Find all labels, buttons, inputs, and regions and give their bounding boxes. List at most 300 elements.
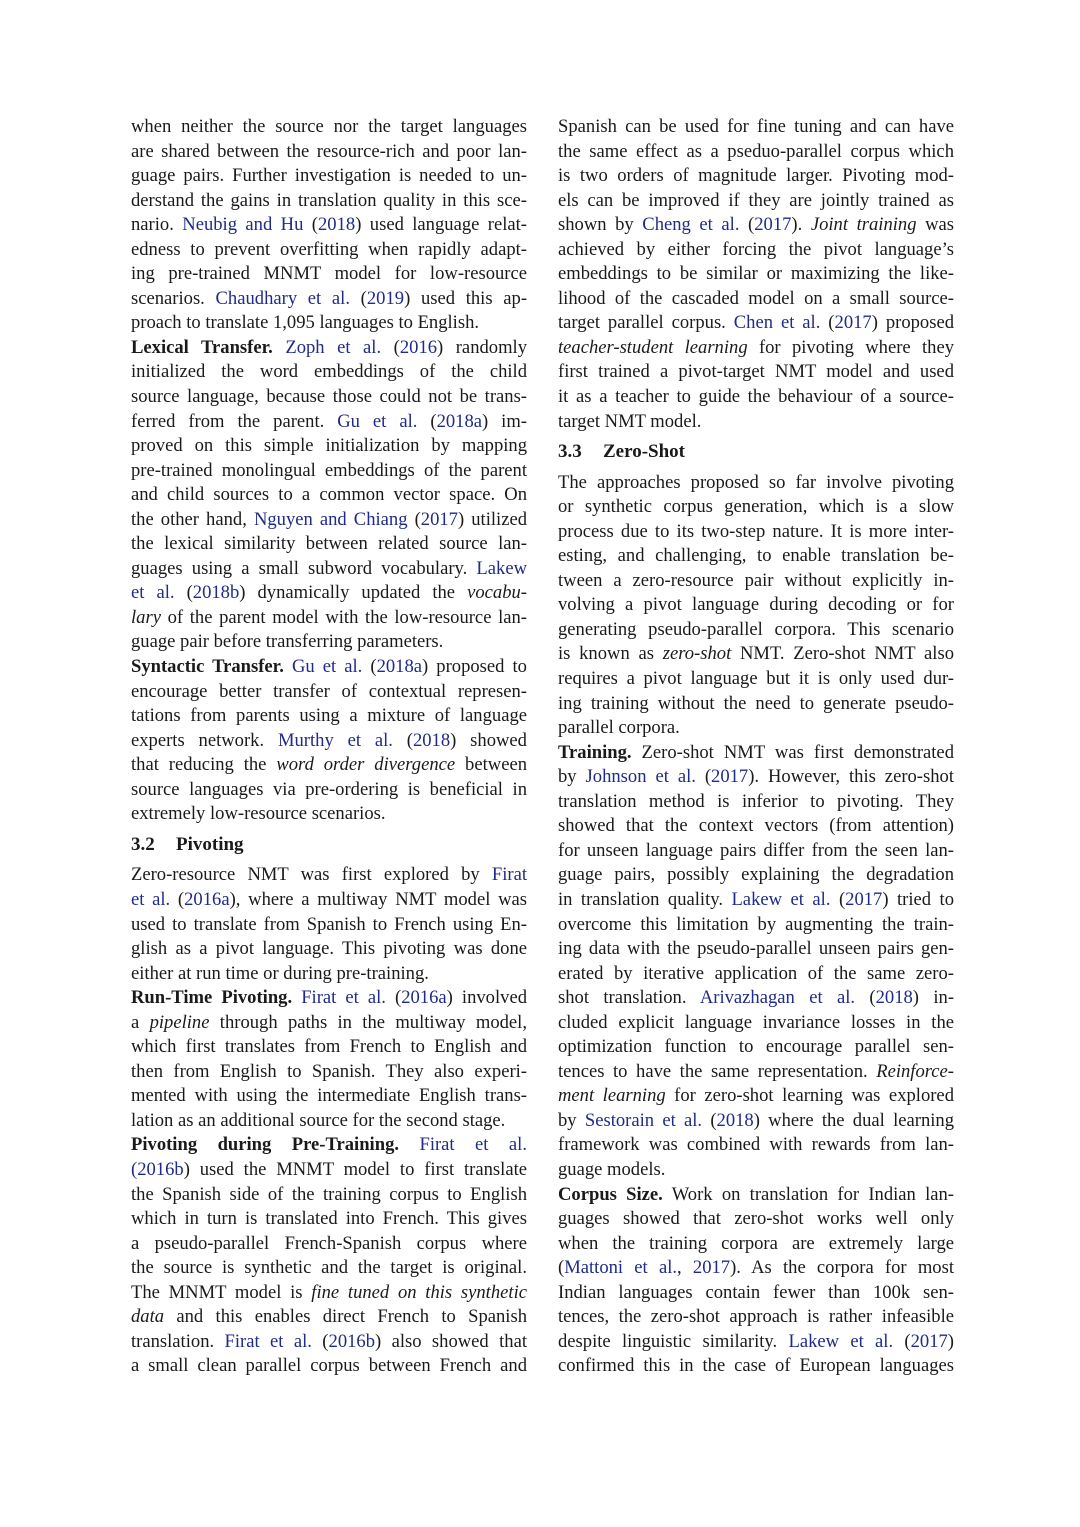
- body-text: by: [558, 1109, 585, 1131]
- body-text: by: [558, 766, 586, 788]
- body-text: [292, 987, 301, 1008]
- body-text: when neither the source nor the target languages: [131, 116, 527, 137]
- text-line: [558, 189, 954, 214]
- body-text: embeddings to be similar or maximizing the like-: [558, 263, 954, 285]
- body-text: (: [174, 582, 193, 604]
- citation-link[interactable]: Neubig and Hu: [182, 214, 304, 236]
- body-text: ) dynamically updated the: [239, 582, 468, 604]
- run-in-heading: Lexical Transfer.: [131, 336, 273, 358]
- text-line: [558, 1060, 954, 1085]
- text-line: [131, 937, 527, 962]
- body-text: for unseen language pairs differ from the seen lan-: [558, 839, 954, 861]
- citation-link[interactable]: Firat et al.: [419, 1134, 527, 1156]
- text-line: [131, 164, 527, 189]
- body-text: tations from parents using a mixture of language: [131, 705, 527, 727]
- body-text: ) used the MNMT model to first translate: [183, 1158, 527, 1180]
- body-text: ) showed: [450, 729, 527, 751]
- body-text: is known as: [558, 643, 663, 665]
- text-line: [558, 692, 954, 717]
- body-text: derstand the gains in translation quality in this sce-: [131, 189, 527, 211]
- citation-link[interactable]: Nguyen and Chiang: [253, 508, 408, 530]
- body-text: through paths in the multiway model,: [209, 1011, 527, 1033]
- body-text: The approaches proposed so far involve pivoting: [558, 471, 954, 493]
- body-text: the other hand,: [131, 508, 254, 530]
- body-text: and this enables direct French to Spanish: [164, 1306, 527, 1328]
- body-text: proach to translate 1,095 languages to English.: [131, 312, 480, 334]
- body-text: ) involved: [446, 987, 527, 1009]
- emphasis-text: vocabu-: [467, 582, 527, 604]
- text-line: [131, 410, 527, 435]
- text-line: [131, 483, 527, 508]
- text-line: [558, 937, 954, 962]
- text-line: [558, 1305, 954, 1330]
- body-text: (: [381, 336, 400, 358]
- body-text: (: [349, 287, 367, 309]
- text-line: [558, 741, 954, 766]
- citation-link[interactable]: 2016a: [401, 987, 447, 1009]
- emphasis-text: word order divergence: [276, 754, 456, 776]
- body-text: Work on translation for Indian lan-: [662, 1183, 954, 1205]
- text-line: [131, 778, 527, 803]
- citation-link[interactable]: Lakew et al.: [731, 888, 831, 910]
- text-line: [131, 557, 527, 582]
- body-text: that reducing the: [131, 754, 277, 776]
- emphasis-text: lary: [131, 606, 161, 628]
- body-text: (: [820, 312, 835, 334]
- body-text: are shared between the resource-rich and poor lan-: [131, 140, 527, 162]
- body-text: guages showed that zero-shot works well only: [558, 1208, 954, 1230]
- text-line: [558, 814, 954, 839]
- citation-link[interactable]: Gu et al.: [337, 410, 418, 432]
- text-line: [131, 863, 527, 888]
- text-line: [558, 962, 954, 987]
- text-line: [558, 1207, 954, 1232]
- body-text: ) utilized: [457, 508, 527, 530]
- body-text: when the training corpora are extremely large: [558, 1232, 954, 1254]
- text-line: [131, 655, 527, 680]
- body-text: ) where the dual learning: [753, 1109, 954, 1131]
- text-line: [131, 1207, 527, 1232]
- text-line: [558, 1256, 954, 1281]
- text-line: [131, 1281, 527, 1306]
- text-line: [131, 1330, 527, 1355]
- citation-link[interactable]: et al.: [131, 582, 175, 604]
- body-text: translation method is inferior to pivoting. They: [558, 790, 954, 812]
- text-line: [131, 802, 527, 827]
- body-text: despite linguistic similarity.: [558, 1330, 789, 1352]
- body-text: the lexical similarity between related source lan-: [131, 533, 527, 555]
- text-line: [558, 1330, 954, 1355]
- citation-link[interactable]: Sestorain et al.: [584, 1109, 703, 1131]
- text-line: [558, 888, 954, 913]
- body-text: tences, the zero-shot approach is rather infeasible: [558, 1306, 954, 1328]
- text-line: [558, 471, 954, 496]
- text-line: [558, 115, 954, 140]
- citation-link[interactable]: 2017: [692, 1257, 731, 1279]
- emphasis-text: data: [131, 1306, 165, 1328]
- citation-link[interactable]: 2018: [412, 729, 451, 751]
- text-line: [131, 287, 527, 312]
- text-line: [131, 459, 527, 484]
- body-text: [273, 337, 286, 358]
- body-text: ing pre-trained MNMT model for low-resource: [131, 263, 527, 285]
- body-text: ) proposed to: [422, 656, 527, 678]
- body-text: requires a pivot language but it is only used dur-: [558, 668, 954, 690]
- body-text: encourage better transfer of contextual represen-: [131, 680, 527, 702]
- body-text: nario.: [131, 214, 183, 236]
- citation-link[interactable]: Firat et al.: [301, 987, 386, 1009]
- body-text: guage pair before transferring parameters.: [131, 631, 444, 653]
- body-text: ,: [677, 1257, 693, 1279]
- text-line: [558, 360, 954, 385]
- body-text: (: [702, 1109, 717, 1131]
- text-line: [558, 544, 954, 569]
- body-text: pre-trained monolingual embeddings of the parent: [131, 459, 527, 481]
- citation-link[interactable]: 2017: [754, 214, 792, 236]
- text-line: [131, 1183, 527, 1208]
- citation-link[interactable]: Gu et al.: [291, 656, 363, 678]
- body-text: process due to its two-step nature. It is more inter-: [558, 520, 954, 542]
- text-line: [558, 765, 954, 790]
- body-text: ) also showed that: [375, 1330, 528, 1352]
- text-line: [558, 1084, 954, 1109]
- text-line: [131, 729, 527, 754]
- text-line: [131, 385, 527, 410]
- emphasis-text: ment learning: [558, 1085, 666, 1107]
- text-line: [131, 680, 527, 705]
- body-text: guage pairs, possibly explaining the degradation: [558, 864, 954, 886]
- body-text: The MNMT model is: [131, 1281, 312, 1303]
- citation-link[interactable]: 2018a: [436, 410, 483, 432]
- para-pivoting-pretraining: [131, 1133, 527, 1378]
- para-run-time-pivoting: [131, 986, 527, 1133]
- body-text: (: [362, 656, 377, 678]
- body-text: a: [131, 1011, 150, 1033]
- body-text: guage models.: [558, 1158, 666, 1180]
- emphasis-text: fine tuned on this synthetic: [311, 1281, 527, 1303]
- body-text: mented with using the intermediate English trans-: [131, 1085, 527, 1107]
- section-heading-zero-shot: [558, 440, 954, 465]
- citation-link[interactable]: 2018: [318, 214, 356, 236]
- body-text: target parallel corpus.: [558, 312, 734, 334]
- citation-link[interactable]: 2019: [366, 287, 405, 309]
- emphasis-text: pipeline: [149, 1011, 210, 1033]
- body-text: volving a pivot language during decoding or for: [558, 594, 954, 616]
- body-text: ). As the corpora for most: [730, 1257, 954, 1279]
- text-line: [131, 630, 527, 655]
- body-text: [284, 656, 292, 677]
- body-text: (: [407, 508, 421, 530]
- text-line: [558, 311, 954, 336]
- section-number: 3.3: [558, 441, 582, 463]
- citation-link[interactable]: 2017: [834, 312, 872, 334]
- text-line: [131, 360, 527, 385]
- body-text: of the parent model with the low-resource lan-: [160, 606, 527, 628]
- citation-link[interactable]: 2017: [420, 508, 458, 530]
- body-text: used to translate from Spanish to French using En-: [131, 913, 527, 935]
- run-in-heading: Run-Time Pivoting.: [131, 987, 293, 1009]
- citation-link[interactable]: 2016b: [137, 1158, 184, 1180]
- text-line: [558, 213, 954, 238]
- text-line: [131, 1011, 527, 1036]
- body-text: the source is synthetic and the target is original.: [131, 1257, 527, 1279]
- para-training: [558, 741, 954, 1183]
- text-line: [558, 1133, 954, 1158]
- emphasis-text: Reinforce-: [876, 1060, 954, 1082]
- text-line: [131, 753, 527, 778]
- body-text: experts network.: [131, 729, 278, 751]
- text-line: [131, 606, 527, 631]
- run-in-heading: Corpus Size.: [558, 1183, 663, 1205]
- citation-link[interactable]: et al.: [131, 888, 171, 910]
- body-text: tences to have the same representation.: [558, 1060, 877, 1082]
- body-text: between: [455, 754, 527, 776]
- body-text: ), where a multiway NMT model was: [229, 888, 528, 910]
- emphasis-text: teacher-student learning: [558, 336, 748, 358]
- citation-link[interactable]: Zoph et al.: [285, 336, 382, 358]
- text-line: [131, 888, 527, 913]
- text-line: [131, 434, 527, 459]
- section-number: 3.2: [131, 833, 155, 855]
- text-line: [131, 913, 527, 938]
- run-in-heading: Pivoting during Pre-Training.: [131, 1134, 400, 1156]
- body-text: initialized the word embeddings of the child: [131, 361, 527, 383]
- text-line: [558, 1109, 954, 1134]
- text-line: [558, 164, 954, 189]
- body-text: overcome this limitation by augmenting the train-: [558, 913, 954, 935]
- body-text: ).: [791, 214, 811, 236]
- body-text: it as a teacher to guide the behaviour of a source-: [558, 386, 954, 408]
- citation-link[interactable]: Firat: [491, 864, 527, 886]
- body-text: the Spanish side of the training corpus to English: [131, 1183, 527, 1205]
- body-text: lation as an additional source for the second stage.: [131, 1109, 506, 1131]
- para-pivoting-intro: [131, 863, 527, 986]
- body-text: (: [558, 1257, 565, 1279]
- citation-link[interactable]: 2016: [399, 336, 438, 358]
- body-text: (: [170, 888, 185, 910]
- body-text: ): [947, 1330, 954, 1352]
- body-text: shown by: [558, 214, 643, 236]
- text-line: [558, 1183, 954, 1208]
- para-lexical-transfer: [131, 336, 527, 655]
- body-text: (: [855, 987, 876, 1009]
- body-text: ) im-: [482, 410, 527, 432]
- text-line: [558, 385, 954, 410]
- body-text: (: [303, 214, 318, 236]
- citation-link[interactable]: Lakew et al.: [788, 1330, 894, 1352]
- body-text: edness to prevent overfitting when rapidly adapt-: [131, 238, 527, 260]
- text-line: [558, 839, 954, 864]
- emphasis-text: Joint training: [810, 214, 917, 236]
- para-corpus-size: [558, 1183, 954, 1379]
- citation-link[interactable]: 2017: [845, 888, 883, 910]
- body-text: (: [893, 1330, 911, 1352]
- citation-link[interactable]: Arivazhagan et al.: [699, 987, 856, 1009]
- text-line: [131, 962, 527, 987]
- text-line: [131, 213, 527, 238]
- body-text: ) proposed: [871, 312, 954, 334]
- body-text: els can be improved if they are jointly trained as: [558, 189, 954, 211]
- text-line: [131, 262, 527, 287]
- citation-link[interactable]: 2018b: [192, 582, 240, 604]
- text-line: [558, 618, 954, 643]
- body-text: source language, because those could not be trans-: [131, 386, 527, 408]
- citation-link[interactable]: Firat et al.: [224, 1330, 312, 1352]
- body-text: ferred from the parent.: [131, 410, 338, 432]
- text-line: [131, 1232, 527, 1257]
- text-line: [131, 189, 527, 214]
- body-text: Zero-shot NMT was first demonstrated: [631, 741, 954, 763]
- body-text: framework was combined with rewards from lan-: [558, 1134, 954, 1156]
- body-text: ing training without the need to generate pseudo-: [558, 692, 954, 714]
- text-line: [558, 495, 954, 520]
- text-line: [558, 287, 954, 312]
- body-text: which first translates from French to English and: [131, 1036, 527, 1058]
- citation-link[interactable]: Mattoni et al.: [564, 1257, 678, 1279]
- citation-link[interactable]: Lakew: [476, 557, 527, 579]
- citation-link[interactable]: (: [131, 1158, 138, 1180]
- body-text: scenarios.: [131, 287, 216, 309]
- body-text: NMT. Zero-shot NMT also: [731, 643, 954, 665]
- body-text: [399, 1134, 419, 1155]
- body-text: source languages via pre-ordering is beneficial in: [131, 778, 527, 800]
- body-text: ). However, this zero-shot: [748, 766, 954, 788]
- citation-link[interactable]: Cheng et al.: [642, 214, 740, 236]
- body-text: glish as a pivot language. This pivoting was done: [131, 938, 527, 960]
- text-line: [558, 410, 954, 435]
- para-syntactic-transfer: [131, 655, 527, 827]
- text-line: [131, 1084, 527, 1109]
- body-text: extremely low-resource scenarios.: [131, 803, 386, 825]
- text-line: [131, 311, 527, 336]
- citation-link[interactable]: Chaudhary et al.: [215, 287, 350, 309]
- citation-link[interactable]: 2018a: [376, 656, 423, 678]
- body-text: optimization function to encourage parallel sen-: [558, 1036, 954, 1058]
- body-text: was: [916, 214, 955, 236]
- text-line: [131, 1305, 527, 1330]
- para-zero-shot-intro: [558, 471, 954, 741]
- text-line: [131, 581, 527, 606]
- text-line: [131, 140, 527, 165]
- text-line: [558, 140, 954, 165]
- text-line: [558, 336, 954, 361]
- body-text: confirmed this in the case of European languages: [558, 1355, 954, 1377]
- body-text: tween a zero-resource pair without explicitly in-: [558, 569, 954, 591]
- text-line: [558, 238, 954, 263]
- citation-link[interactable]: 2018: [875, 987, 913, 1009]
- body-text: parallel corpora.: [558, 717, 680, 739]
- body-text: lihood of the cascaded model on a small source-: [558, 287, 954, 309]
- body-text: the same effect as a pseduo-parallel corpus which: [558, 140, 954, 162]
- citation-link[interactable]: 2017: [910, 1330, 948, 1352]
- right-column: [558, 115, 954, 1379]
- body-text: ) tried to: [882, 888, 954, 910]
- citation-link[interactable]: 2017: [711, 766, 749, 788]
- text-line: [558, 1232, 954, 1257]
- body-text: ing data with the pseudo-parallel unseen pairs gen-: [558, 938, 954, 960]
- body-text: Indian languages contain fewer than 100k sen-: [558, 1281, 954, 1303]
- text-line: [131, 115, 527, 140]
- body-text: cluded explicit language invariance losses in the: [558, 1011, 954, 1033]
- body-text: either at run time or during pre-training.: [131, 962, 429, 984]
- citation-link[interactable]: 2018: [716, 1109, 754, 1131]
- text-line: [131, 704, 527, 729]
- body-text: esting, and challenging, to enable translation be-: [558, 545, 954, 567]
- body-text: ) used language relat-: [355, 214, 528, 236]
- body-text: Zero-resource NMT was first explored by: [131, 864, 492, 886]
- body-text: ) randomly: [437, 336, 528, 358]
- text-line: [131, 336, 527, 361]
- body-text: a small clean parallel corpus between French and: [131, 1355, 527, 1377]
- citation-link[interactable]: 2016a: [184, 888, 230, 910]
- text-line: [558, 1158, 954, 1183]
- run-in-heading: Training.: [558, 741, 632, 763]
- text-line: [131, 508, 527, 533]
- body-text: then from English to Spanish. They also experi-: [131, 1060, 527, 1082]
- body-text: shot translation.: [558, 987, 700, 1009]
- text-line: [558, 1281, 954, 1306]
- body-text: ) in-: [912, 987, 955, 1009]
- body-text: erated by iterative application of the same zero-: [558, 962, 954, 984]
- text-line: [131, 1133, 527, 1158]
- body-text: (: [417, 410, 437, 432]
- text-line: [131, 1158, 527, 1183]
- citation-link[interactable]: Johnson et al.: [585, 766, 696, 788]
- body-text: (: [392, 729, 413, 751]
- emphasis-text: zero-shot: [662, 643, 732, 665]
- text-line: [131, 1256, 527, 1281]
- body-text: proved on this simple initialization by mapping: [131, 435, 527, 457]
- para-transfer-continued: [131, 115, 527, 336]
- body-text: for zero-shot learning was explored: [665, 1085, 954, 1107]
- citation-link[interactable]: 2016b: [328, 1330, 375, 1352]
- text-line: [131, 1035, 527, 1060]
- body-text: translation.: [131, 1330, 225, 1352]
- citation-link[interactable]: Murthy et al.: [277, 729, 393, 751]
- text-line: [131, 986, 527, 1011]
- body-text: or synthetic corpus generation, which is a slow: [558, 496, 954, 518]
- body-text: Spanish can be used for fine tuning and can have: [558, 116, 954, 137]
- text-line: [131, 1354, 527, 1379]
- body-text: (: [739, 214, 755, 236]
- body-text: which in turn is translated into French. This gives: [131, 1208, 527, 1230]
- citation-link[interactable]: Chen et al.: [733, 312, 821, 334]
- text-line: [131, 238, 527, 263]
- body-text: achieved by either forcing the pivot language’s: [558, 238, 954, 260]
- text-line: [558, 986, 954, 1011]
- text-line: [558, 667, 954, 692]
- body-text: first trained a pivot-target NMT model and used: [558, 361, 954, 383]
- text-line: [131, 1109, 527, 1134]
- text-line: [558, 593, 954, 618]
- body-text: (: [830, 888, 846, 910]
- body-text: (: [695, 766, 712, 788]
- text-line: [558, 863, 954, 888]
- body-text: (: [385, 987, 402, 1009]
- body-text: a pseudo-parallel French-Spanish corpus where: [131, 1232, 527, 1254]
- body-text: ) used this ap-: [404, 287, 528, 309]
- body-text: target NMT model.: [558, 410, 702, 432]
- text-line: [558, 642, 954, 667]
- body-text: in translation quality.: [558, 888, 732, 910]
- text-line: [131, 1060, 527, 1085]
- body-text: and child sources to a common vector space. On: [131, 484, 527, 506]
- text-line: [131, 532, 527, 557]
- text-line: [558, 790, 954, 815]
- text-line: [558, 1354, 954, 1379]
- body-text: for pivoting where they: [747, 336, 954, 358]
- text-line: [558, 913, 954, 938]
